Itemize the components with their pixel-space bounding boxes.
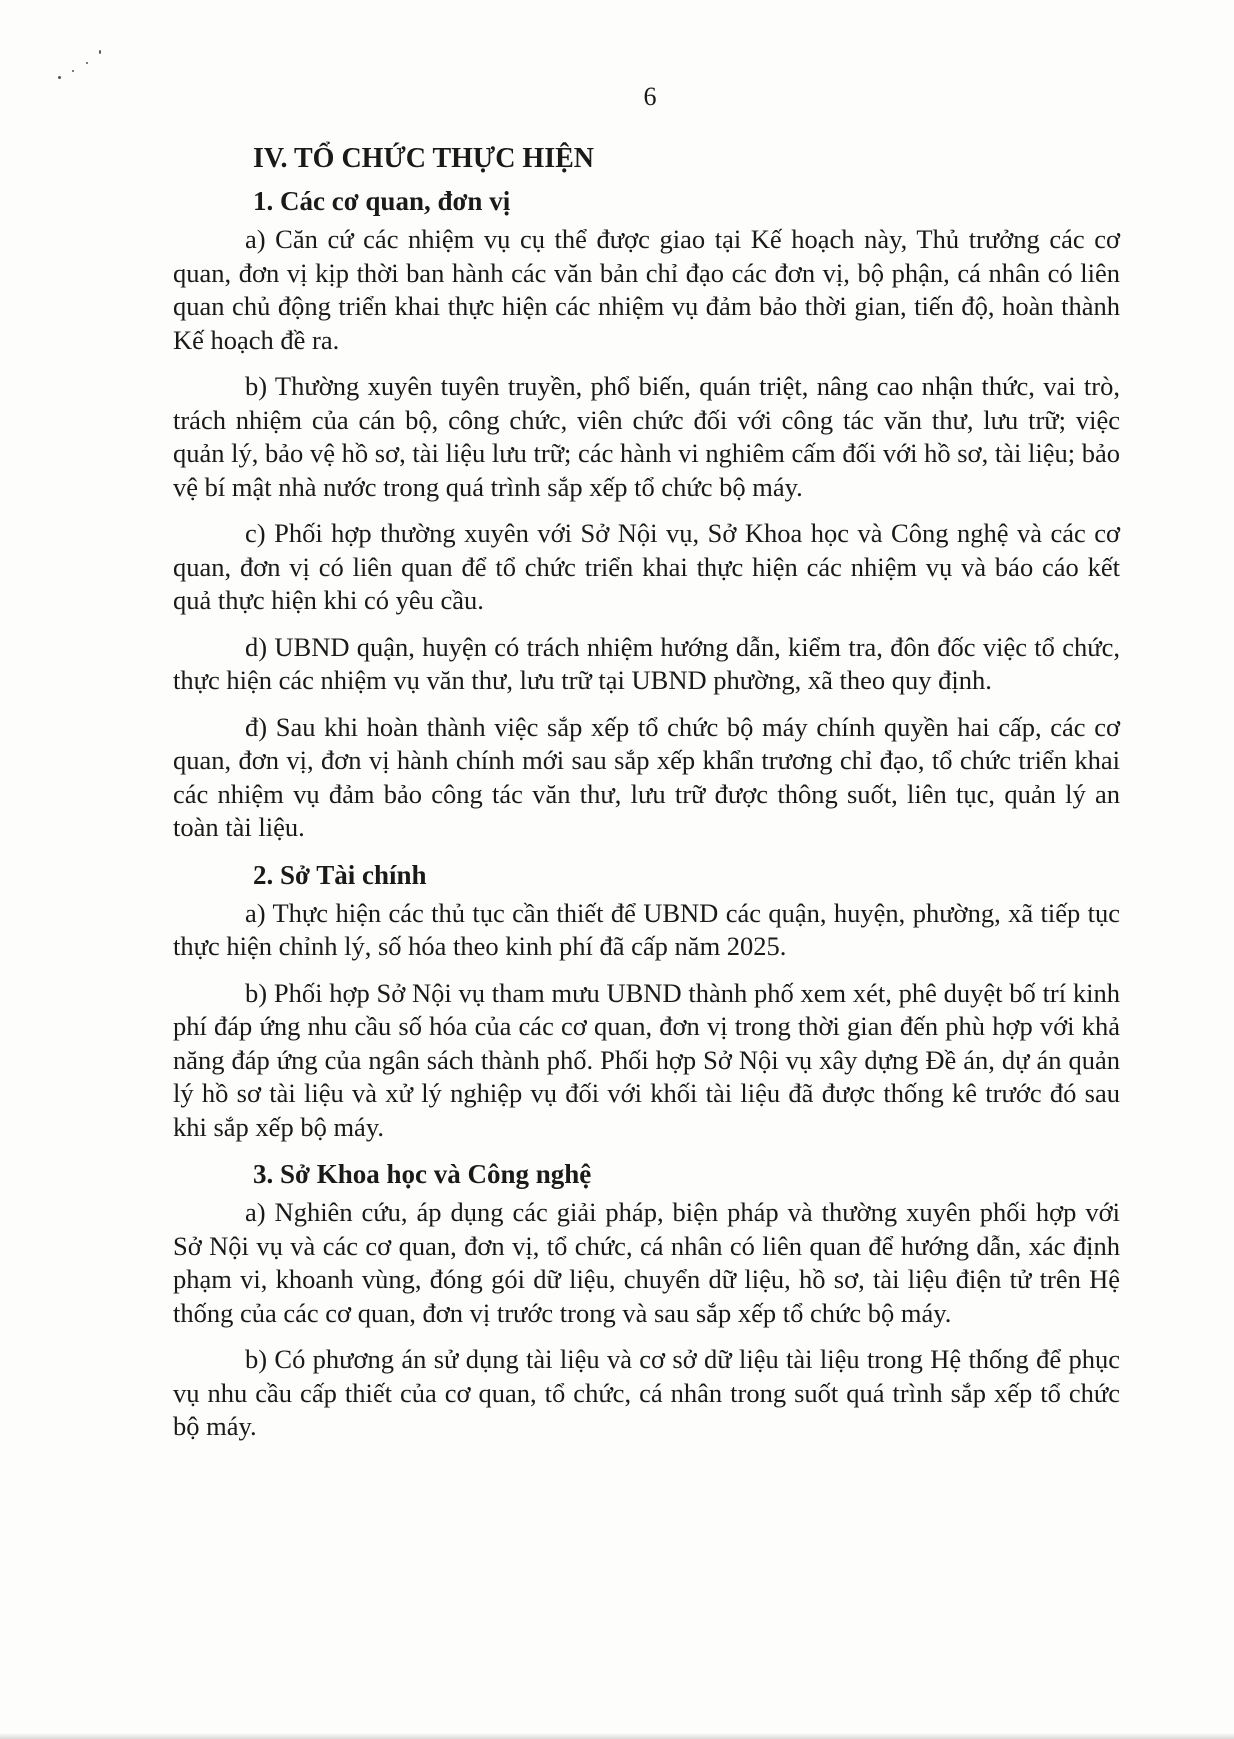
paragraph: c) Phối hợp thường xuyên với Sở Nội vụ, Sở Khoa học và Công nghệ và các cơ quan, đơn vị có liên quan để tổ chức triển khai thực hiện các nhiệm vụ và báo cáo kết quả thực hiện khi có yêu cầu. bbox=[173, 518, 1120, 615]
paragraph: b) Có phương án sử dụng tài liệu và cơ sở dữ liệu tài liệu trong Hệ thống để phục vụ nhu cầu cấp thiết của cơ quan, tổ chức, cá nhân trong suốt quá trình sắp xếp tổ chức bộ máy. bbox=[173, 1344, 1120, 1441]
paragraph: a) Thực hiện các thủ tục cần thiết để UBND các quận, huyện, phường, xã tiếp tục thực hiện chỉnh lý, số hóa theo kinh phí đã cấp năm 2025. bbox=[173, 897, 1120, 961]
page-number: 6 bbox=[643, 82, 657, 111]
paragraph: b) Phối hợp Sở Nội vụ tham mưu UBND thành phố xem xét, phê duyệt bố trí kinh phí đáp ứng nhu cầu số hóa của các cơ quan, đơn vị trong thời gian đến phù hợp với khả năng đáp ứng của ngân sách thành phố. Phối hợp Sở Nội vụ xây dựng Đề án, dự án quản lý hồ sơ tài liệu và xử lý nghiệp vụ đối với khối tài liệu đã được thống kê trước đó sau khi sắp xếp bộ máy. bbox=[173, 977, 1120, 1142]
paragraph: đ) Sau khi hoàn thành việc sắp xếp tổ chức bộ máy chính quyền hai cấp, các cơ quan, đơn vị, đơn vị hành chính mới sau sắp xếp khẩn trương chỉ đạo, tổ chức triển khai các nhiệm vụ đảm bảo công tác văn thư, lưu trữ được thông suốt, liên tục, quản lý an toàn tài liệu. bbox=[173, 711, 1120, 842]
scan-speck bbox=[72, 70, 74, 72]
scan-bottom-edge bbox=[0, 1733, 1234, 1739]
subsection-title: 3. Sở Khoa học và Công nghệ bbox=[253, 1159, 592, 1189]
subsection-title: 1. Các cơ quan, đơn vị bbox=[253, 186, 511, 216]
section-title: IV. TỔ CHỨC THỰC HIỆN bbox=[253, 143, 594, 174]
scan-speck bbox=[99, 50, 101, 54]
scan-speck bbox=[58, 76, 61, 79]
scan-speck bbox=[86, 62, 88, 64]
paragraph: d) UBND quận, huyện có trách nhiệm hướng dẫn, kiểm tra, đôn đốc việc tổ chức, thực hiện các nhiệm vụ văn thư, lưu trữ tại UBND phường, xã theo quy định. bbox=[173, 631, 1120, 695]
paragraph: a) Nghiên cứu, áp dụng các giải pháp, biện pháp và thường xuyên phối hợp với Sở Nội vụ và các cơ quan, đơn vị, tổ chức, cá nhân có liên quan để hướng dẫn, xác định phạm vi, khoanh vùng, đóng gói dữ liệu, chuyển dữ liệu, hồ sơ, tài liệu điện tử trên Hệ thống của các cơ quan, đơn vị trước trong và sau sắp xếp tổ chức bộ máy. bbox=[173, 1197, 1120, 1328]
paragraph: a) Căn cứ các nhiệm vụ cụ thể được giao tại Kế hoạch này, Thủ trưởng các cơ quan, đơn vị kịp thời ban hành các văn bản chỉ đạo các đơn vị, bộ phận, cá nhân có liên quan chủ động triển khai thực hiện các nhiệm vụ đảm bảo thời gian, tiến độ, hoàn thành Kế hoạch đề ra. bbox=[173, 224, 1120, 355]
subsection-title: 2. Sở Tài chính bbox=[253, 859, 427, 890]
paragraph: b) Thường xuyên tuyên truyền, phổ biến, quán triệt, nâng cao nhận thức, vai trò, trách nhiệm của cán bộ, công chức, viên chức đối với công tác văn thư, lưu trữ; việc quản lý, bảo vệ hồ sơ, tài liệu lưu trữ; các hành vi nghiêm cấm đối với hồ sơ, tài liệu; bảo vệ bí mật nhà nước trong quá trình sắp xếp tổ chức bộ máy. bbox=[173, 371, 1120, 502]
document-body bbox=[173, 142, 1120, 1457]
